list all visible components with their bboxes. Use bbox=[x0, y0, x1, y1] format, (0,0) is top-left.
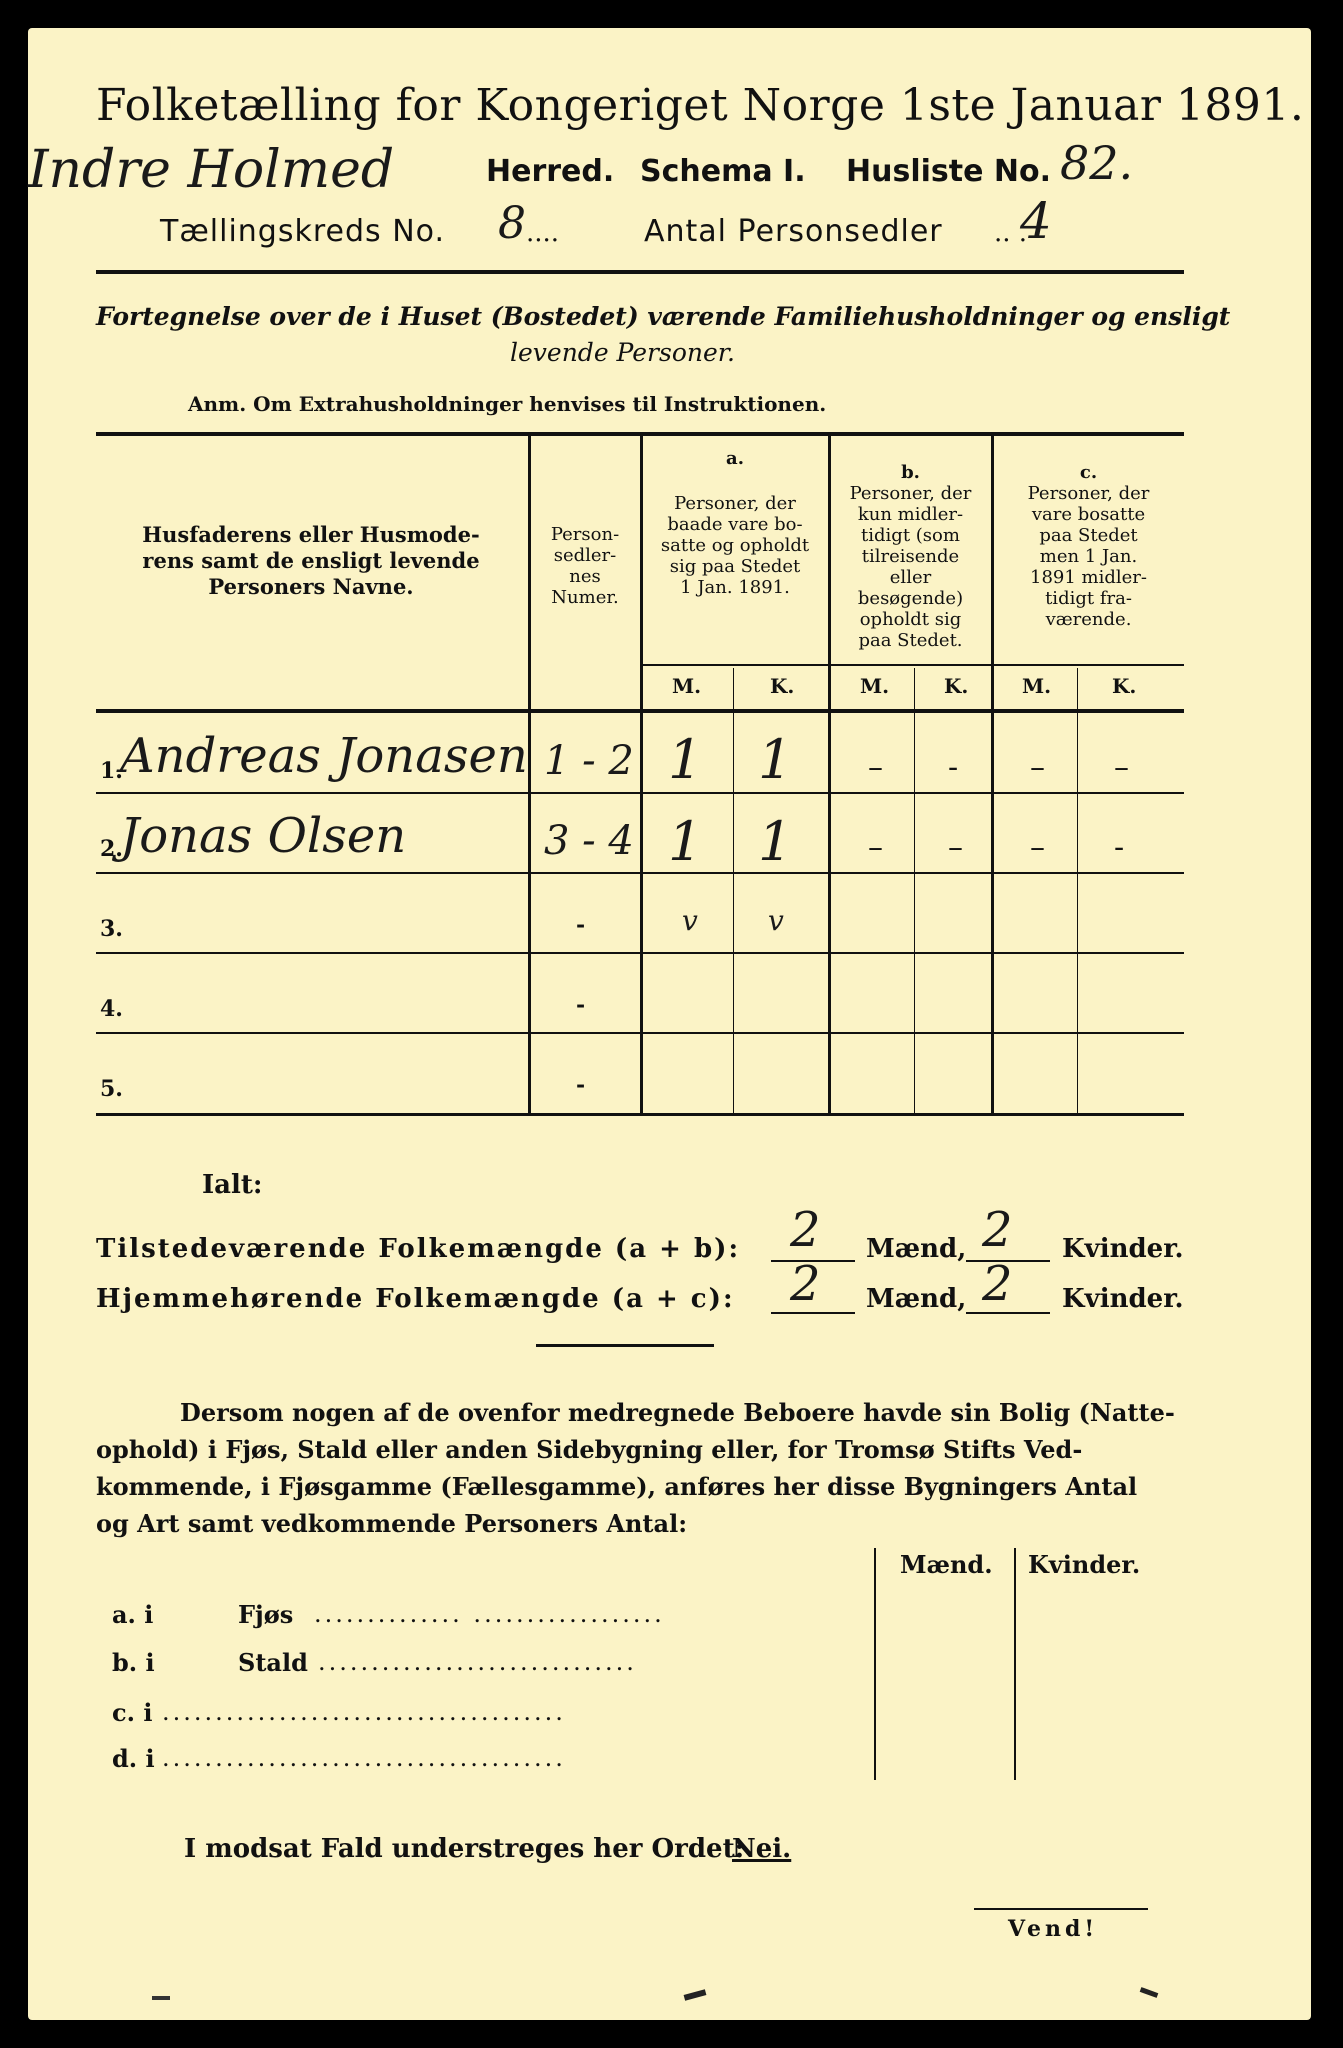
count-c-k: - bbox=[1114, 830, 1125, 865]
kreds-label: Tællingskreds No. bbox=[160, 214, 445, 249]
row-number: 5. bbox=[100, 1076, 123, 1102]
count-b-m: – bbox=[868, 750, 883, 785]
row-number: 1. bbox=[100, 758, 123, 784]
count-c-k: – bbox=[1114, 750, 1129, 785]
count-a-k: 1 bbox=[758, 810, 793, 873]
col-header-c: c. Personer, der vare bosatte paa Stedet men 1 Jan. 1891 midler- tidigt fra- værende. bbox=[1027, 462, 1150, 630]
intro-line2: levende Personer. bbox=[510, 338, 735, 367]
anm-note: Anm. Om Extrahusholdninger henvises til Instruktionen. bbox=[188, 392, 827, 416]
herred-label: Herred. bbox=[486, 154, 615, 189]
hjemme-kvinder-value: 2 bbox=[982, 1256, 1013, 1312]
bygning-kvinder-header: Kvinder. bbox=[1028, 1550, 1141, 1579]
count-a-m: 1 bbox=[668, 810, 703, 873]
person-name: Andreas Jonasen bbox=[120, 728, 528, 784]
kreds-value: 8 bbox=[498, 198, 526, 249]
col-c-m: M. bbox=[1022, 674, 1052, 698]
bygning-row-name: Fjøs bbox=[238, 1600, 294, 1629]
tilstede-kvinder-label: Kvinder. bbox=[1062, 1234, 1184, 1264]
nei-label: I modsat Fald understreges her Ordet: bbox=[184, 1834, 745, 1864]
personseddel-numer: - bbox=[576, 992, 586, 1018]
col-header-names: Husfaderens eller Husmode- rens samt de ensligt levende Personers Navne. bbox=[142, 522, 480, 599]
col-a-k: K. bbox=[770, 674, 795, 698]
bygning-paragraph: Dersom nogen af de ovenfor medregnede Beboere havde sin Bolig (Natte- ophold) i Fjøs, Stald eller anden Sidebygning eller, for Tromsø Stifts Ved- kommende, i Fjøsgamme (Fællesgamme), anføres her disse Bygningers Antal og Art samt vedkommende Personers Antal: bbox=[96, 1398, 1175, 1538]
count-c-m: – bbox=[1030, 830, 1045, 865]
schema-label: Schema I. bbox=[640, 154, 806, 189]
intro-line1: Fortegnelse over de i Huset (Bostedet) værende Familiehusholdninger og ensligt bbox=[96, 302, 1231, 331]
col-c-k: K. bbox=[1112, 674, 1137, 698]
tilstede-maend-label: Mænd, bbox=[866, 1234, 967, 1264]
hjemme-label: Hjemmehørende Folkemængde (a + c): bbox=[96, 1284, 735, 1314]
bygning-row-label: d. i bbox=[112, 1744, 155, 1773]
bygning-row-label: c. i bbox=[112, 1698, 153, 1727]
count-b-k: – bbox=[948, 830, 963, 865]
hjemme-maend-label: Mænd, bbox=[866, 1284, 967, 1314]
col-header-a: a. Personer, der baade vare bo- satte og opholdt sig paa Stedet 1 Jan. 1891. bbox=[660, 448, 810, 598]
nei-value: Nei. bbox=[732, 1834, 792, 1864]
row-number: 3. bbox=[100, 916, 123, 942]
personseddel-numer: - bbox=[576, 912, 586, 938]
header-rule bbox=[96, 270, 1184, 274]
count-a-k: 1 bbox=[758, 728, 793, 791]
hjemme-maend-value: 2 bbox=[790, 1256, 821, 1312]
col-header-b: b. Personer, der kun midler- tidigt (som tilreisende eller besøgende) opholdt sig paa Stedet. bbox=[849, 462, 972, 651]
vend-label: Vend! bbox=[1008, 1916, 1099, 1942]
census-form: Folketælling for Kongeriget Norge 1ste Januar 1891. Indre Holmed Herred. Schema I. Husliste No. 82. Tællingskreds No. 8 .... Antal Personsedler 4 .. . Fortegnelse over de i Huset (Bostedet) værende Familiehusholdninger og ensligt levende Personer. Anm. Om Extrahusholdninger henvises til Instruktionen. Husfaderens eller Husmode- rens samt de ensligt levende Personers Navne. Person- sedler- nes Numer. a. Personer, der baade vare bo- satte og opholdt sig paa Stedet 1 Jan. 1891. b. Personer, der kun midler- tidigt (som tilreisende eller besøgende) opholdt sig paa Stedet. c. Personer, der vare bosatte paa Stedet men 1 Jan. 1891 midler- tidigt fra- værende. M. K. M. K. M. K. 1. Andreas Jonasen 1 - 2 1 1 – - – – 2. Jonas Olsen 3 - 4 1 1 – – – - 3. - v v 4. - 5. - Ialt: Tilstedeværende Folkemængde (a + b): 2 Mænd, 2 Kvinder. Hjemmehørende Folkemængde (a + c): 2 Mænd, 2 Kvinder. Dersom nogen af de ovenfor medregnede Beboere havde sin Bolig (Natte- ophold) i Fjøs, Stald eller anden Sidebygning eller, for Tromsø Stifts Ved- kommende, i Fjøsgamme (Fællesgamme), anføres her disse Bygningers Antal og Art samt vedkommende Personers Antal: Mænd. Kvinder. a. i Fjøs .............. .................. b. i Stald .............................. c. i ...................................... d. i ...................................... I modsat Fald understreges her Ordet: Nei. Vend! bbox=[28, 28, 1311, 2020]
count-a-k: v bbox=[768, 904, 784, 937]
count-a-m: v bbox=[682, 904, 698, 937]
husliste-value: 82. bbox=[1060, 136, 1134, 190]
count-b-m: – bbox=[868, 830, 883, 865]
hjemme-kvinder-label: Kvinder. bbox=[1062, 1284, 1184, 1314]
husliste-label: Husliste No. bbox=[846, 154, 1051, 189]
tilstede-kvinder-value: 2 bbox=[982, 1202, 1013, 1258]
row-number: 4. bbox=[100, 996, 123, 1022]
count-b-k: - bbox=[948, 750, 959, 785]
row-number: 2. bbox=[100, 836, 123, 862]
herred-value: Indre Holmed bbox=[28, 140, 395, 200]
personsedler-value: 4 bbox=[1020, 192, 1052, 250]
count-a-m: 1 bbox=[668, 728, 703, 791]
tilstede-maend-value: 2 bbox=[790, 1202, 821, 1258]
personseddel-numer: 3 - 4 bbox=[544, 818, 634, 864]
ink-speck bbox=[152, 1996, 170, 2000]
bygning-row-label: b. i bbox=[112, 1648, 155, 1677]
tilstede-label: Tilstedeværende Folkemængde (a + b): bbox=[96, 1234, 741, 1264]
col-b-k: K. bbox=[944, 674, 969, 698]
bygning-row-name: Stald bbox=[238, 1648, 308, 1677]
form-title: Folketælling for Kongeriget Norge 1ste Januar 1891. bbox=[96, 80, 1305, 131]
ialt-label: Ialt: bbox=[202, 1170, 263, 1200]
personseddel-numer: 1 - 2 bbox=[544, 738, 634, 784]
bygning-maend-header: Mænd. bbox=[900, 1550, 993, 1579]
col-a-m: M. bbox=[672, 674, 702, 698]
personseddel-numer: - bbox=[576, 1072, 586, 1098]
ink-speck bbox=[684, 1989, 707, 2000]
ink-speck bbox=[1140, 1987, 1159, 1998]
section-divider bbox=[536, 1344, 714, 1347]
col-header-numer: Person- sedler- nes Numer. bbox=[550, 524, 620, 608]
count-c-m: – bbox=[1030, 750, 1045, 785]
personsedler-label: Antal Personsedler bbox=[644, 214, 943, 249]
bygning-row-label: a. i bbox=[112, 1600, 154, 1629]
person-name: Jonas Olsen bbox=[120, 808, 407, 864]
col-b-m: M. bbox=[860, 674, 890, 698]
